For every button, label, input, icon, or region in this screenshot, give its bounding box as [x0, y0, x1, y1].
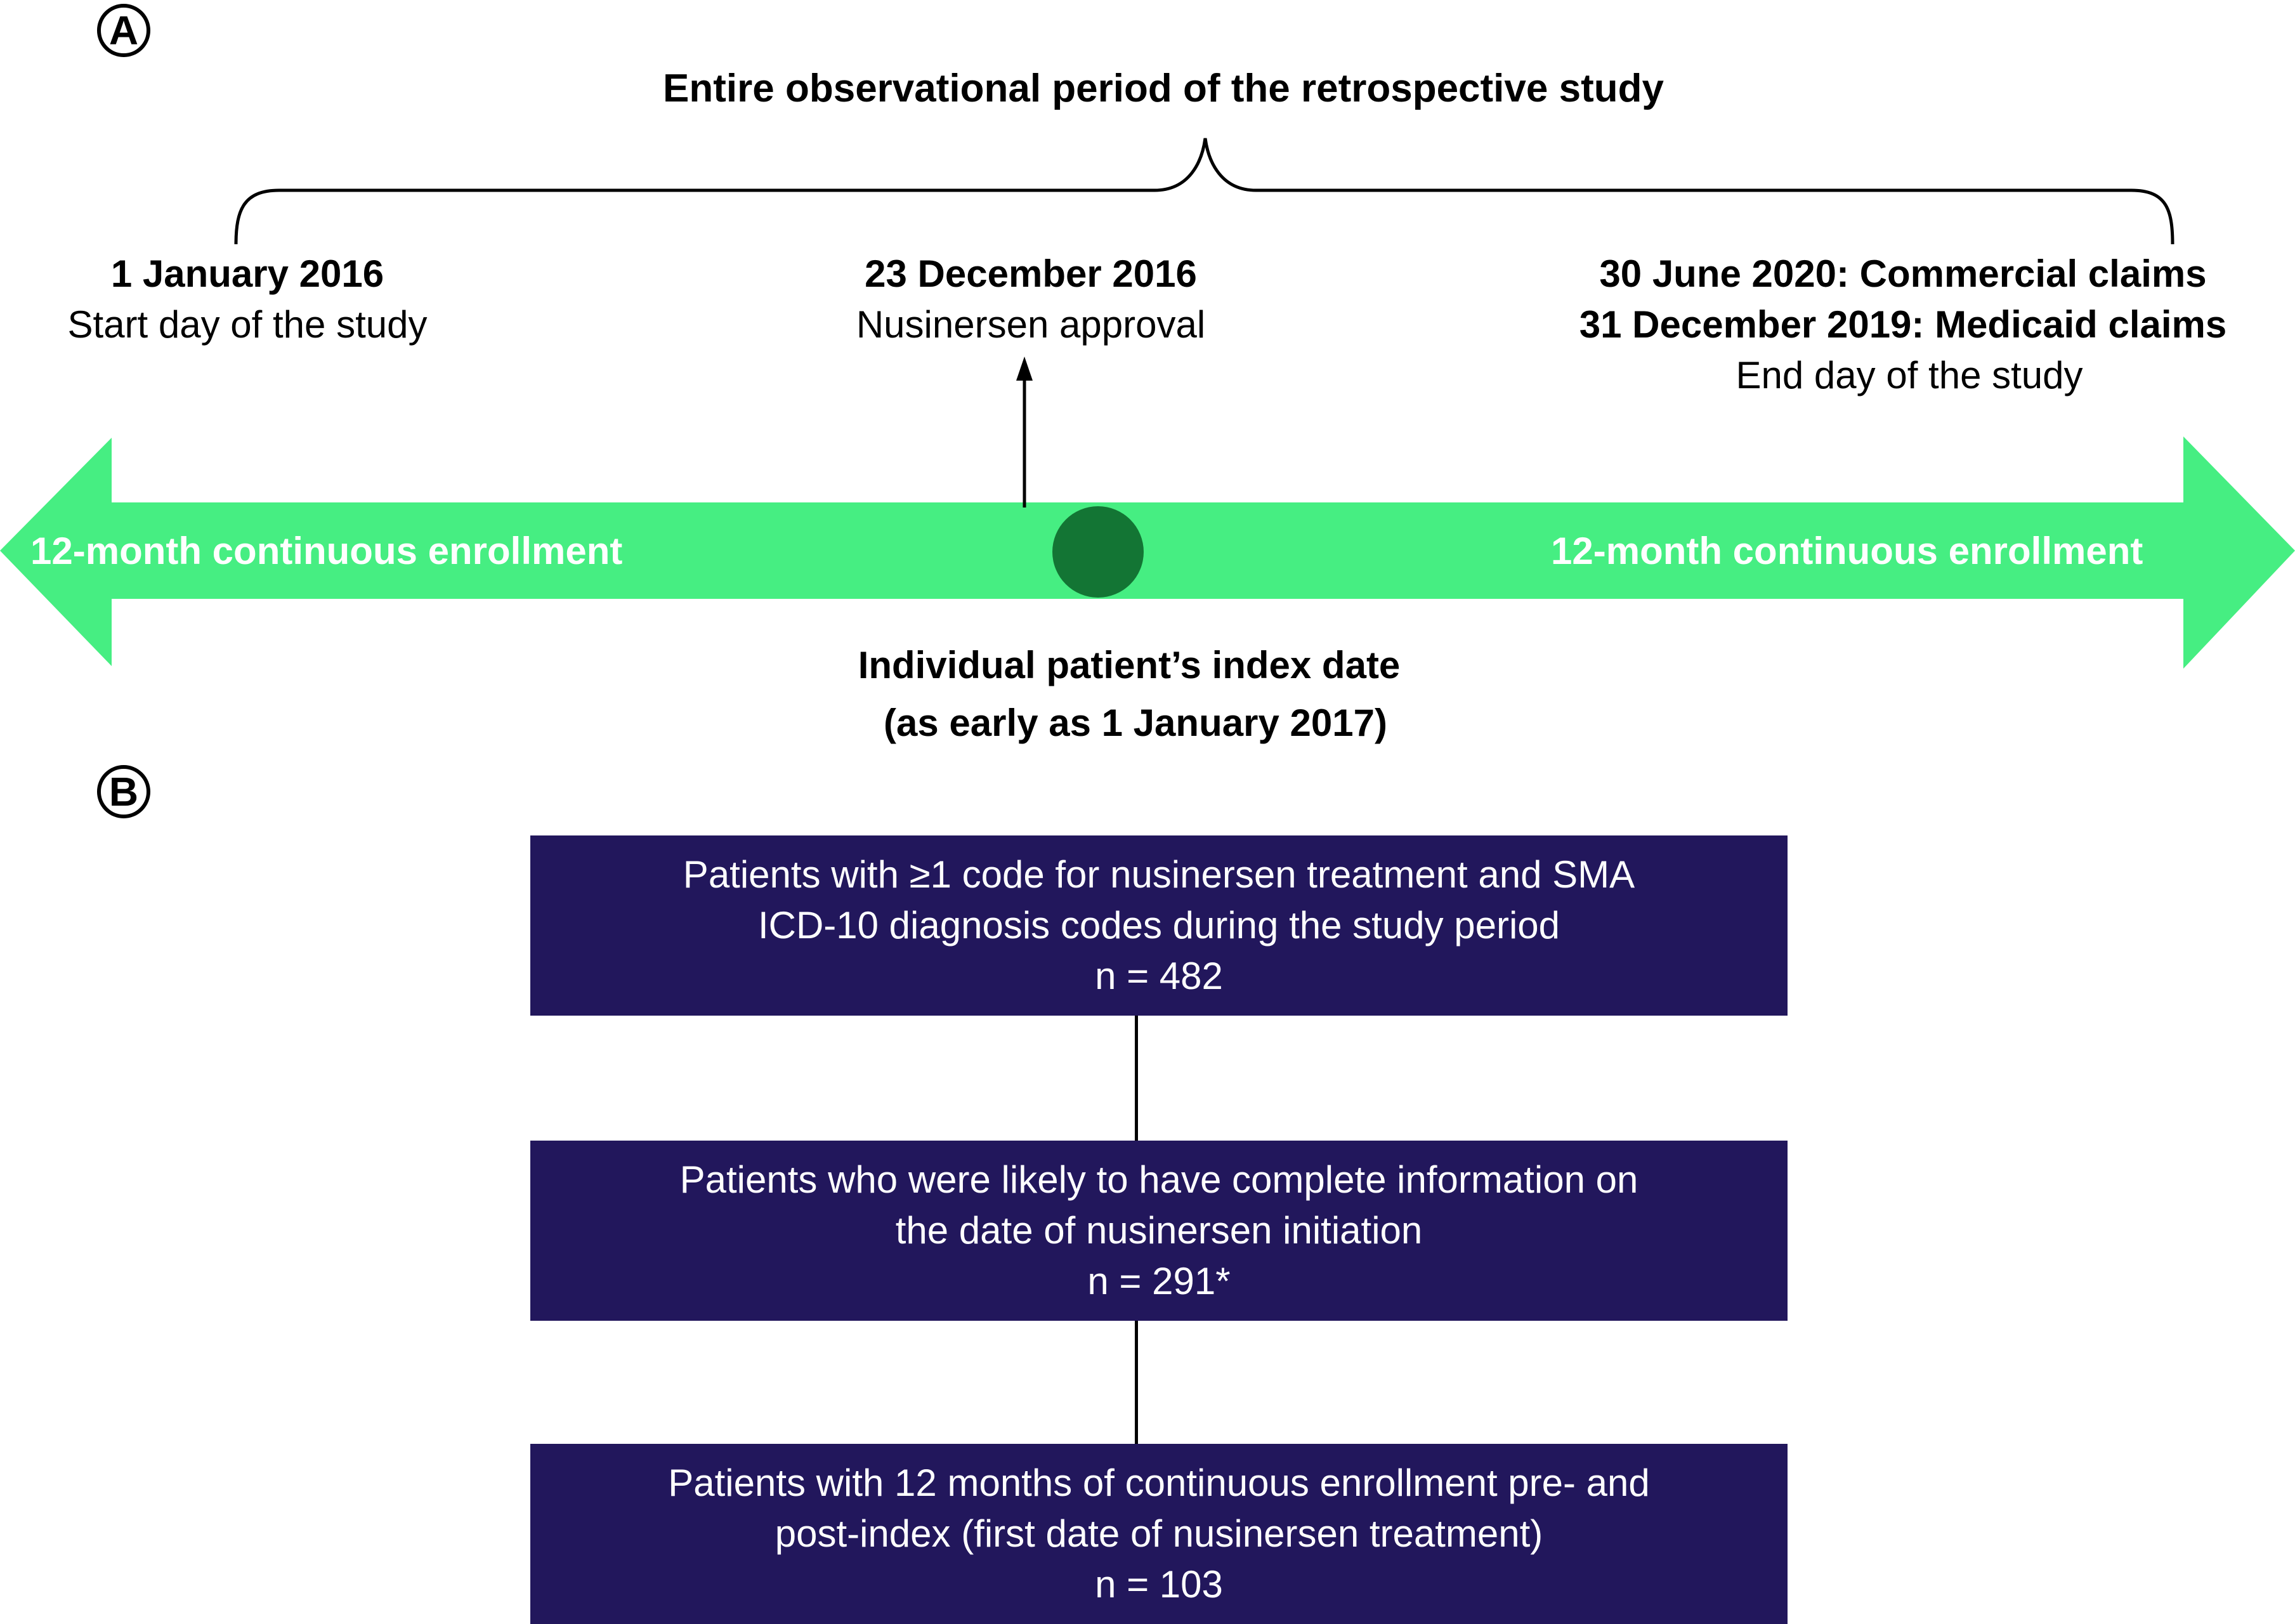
observational-period-brace — [0, 0, 2295, 266]
start-caption: Start day of the study — [67, 303, 428, 346]
flow-box-initial-cohort — [530, 835, 1788, 1016]
flow-box-2-line-1: Patients who were likely to have complete information on — [679, 1158, 1638, 1201]
panel-a-label: A — [97, 4, 150, 57]
panel-b-label: B — [97, 765, 150, 818]
flow-box-2-count: n = 291* — [1087, 1260, 1231, 1302]
end-date-commercial: 30 June 2020: Commercial claims — [1599, 252, 2207, 295]
flow-box-1-line-2: ICD-10 diagnosis codes during the study period — [757, 904, 1560, 946]
index-date-note: (as early as 1 January 2017) — [884, 702, 1387, 744]
left-enrollment-label: 12-month continuous enrollment — [30, 530, 623, 572]
flow-box-complete-information — [530, 1141, 1788, 1321]
flow-box-1-count: n = 482 — [1095, 955, 1223, 997]
end-caption: End day of the study — [1736, 354, 2083, 396]
index-date-label: Individual patient’s index date — [858, 644, 1401, 686]
approval-pointer-arrow — [1009, 355, 1040, 508]
flow-box-1-line-1: Patients with ≥1 code for nusinersen treatment and SMA — [683, 853, 1635, 896]
index-date-marker — [1052, 506, 1144, 598]
flow-connector-1 — [1135, 1016, 1138, 1141]
flow-box-3-count: n = 103 — [1095, 1563, 1223, 1606]
flow-box-3-line-1: Patients with 12 months of continuous enrollment pre- and — [668, 1462, 1650, 1504]
flow-box-2-line-2: the date of nusinersen initiation — [895, 1209, 1423, 1252]
flow-box-final-cohort — [530, 1444, 1788, 1624]
flow-box-3-line-2: post-index (first date of nusinersen treatment) — [775, 1512, 1543, 1555]
start-date: 1 January 2016 — [110, 252, 384, 295]
observational-period-title: Entire observational period of the retrospective study — [663, 67, 1664, 110]
approval-date: 23 December 2016 — [865, 252, 1197, 295]
approval-caption: Nusinersen approval — [856, 303, 1206, 346]
end-date-medicaid: 31 December 2019: Medicaid claims — [1579, 303, 2227, 346]
right-enrollment-label: 12-month continuous enrollment — [1551, 530, 2143, 572]
flow-connector-2 — [1135, 1321, 1138, 1444]
